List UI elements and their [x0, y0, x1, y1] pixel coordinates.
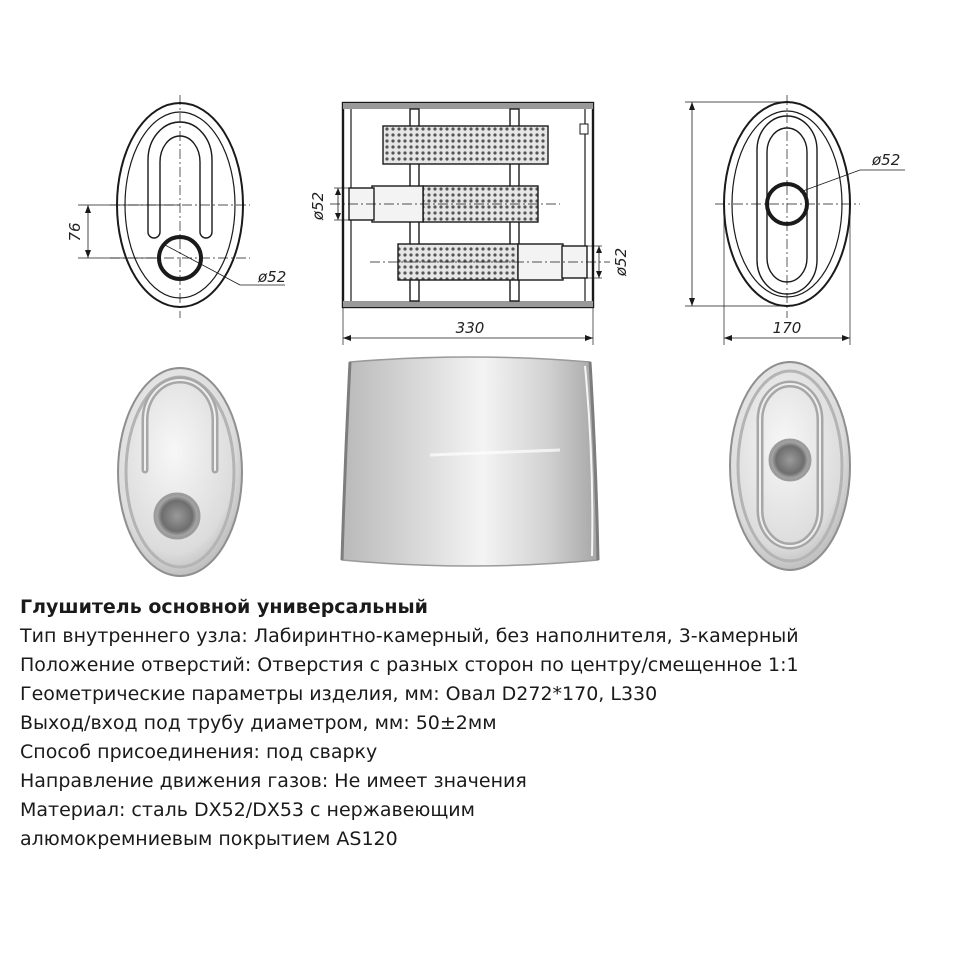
- spec-row-material: Материал: сталь DX52/DX53 с нержавеющим: [20, 799, 475, 821]
- spec-row-pipe-diameter: Выход/вход под трубу диаметром, мм: 50±2мм: [20, 712, 497, 734]
- left-end-render: [118, 368, 242, 576]
- right-end-view: [685, 95, 905, 345]
- spec-row-connection: Способ присоединения: под сварку: [20, 741, 378, 763]
- right-render-hole: [770, 440, 810, 480]
- dim-hole-left-label: ø52: [258, 268, 287, 286]
- left-render-hole: [155, 494, 199, 538]
- spec-row-geometry: Геометрические параметры изделия, мм: Овал D272*170, L330: [20, 683, 658, 705]
- spec-row-gas-direction: Направление движения газов: Не имеет значения: [20, 770, 527, 792]
- body-render: [342, 357, 598, 566]
- product-title: Глушитель основной универсальный: [20, 596, 428, 618]
- spec-row-hole-position: Положение отверстий: Отверстия с разных сторон по центру/смещенное 1:1: [20, 654, 799, 676]
- spec-row-internal-unit: Тип внутреннего узла: Лабиринтно-камерный, без наполнителя, 3-камерный: [20, 625, 799, 647]
- dim-width-label: 170: [772, 319, 802, 337]
- side-section-view: [309, 103, 630, 345]
- dim-offset-label: 76: [66, 222, 84, 242]
- spec-block: [20, 593, 950, 854]
- left-end-view: [66, 95, 286, 318]
- dim-pipe-outlet-label: ø52: [612, 247, 630, 277]
- right-end-render: [730, 362, 850, 570]
- dim-pipe-inlet-label: ø52: [309, 191, 327, 221]
- perforated-tube-top: [383, 126, 548, 164]
- spec-row-coating: алюмокремниевым покрытием AS120: [20, 828, 398, 850]
- dim-hole-right-label: ø52: [872, 151, 901, 169]
- dim-length-label: 330: [455, 319, 485, 337]
